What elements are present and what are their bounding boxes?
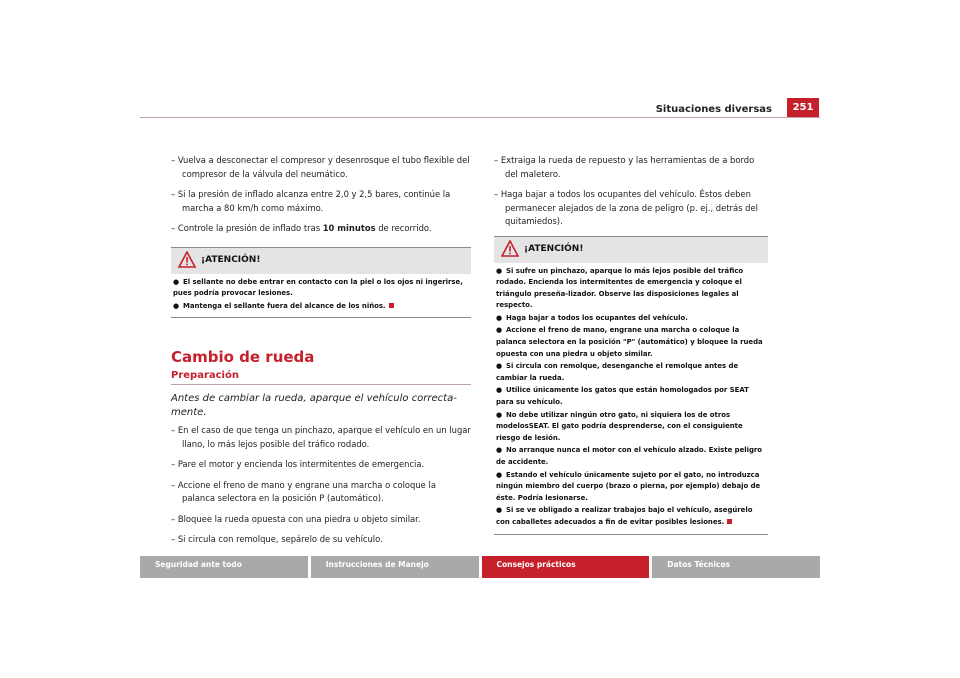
step: – En el caso de que tenga un pinchazo, aparque el vehículo en un lugar llano, lo más lejos posible del tráfico rodado. [171,425,471,449]
tab-consejos[interactable]: Consejos prácticos [482,556,650,578]
bullet-icon: ● [496,266,503,275]
header-divider [140,117,820,118]
step-text: de recorrido. [375,223,432,233]
section-title: Situaciones diversas [655,104,772,115]
warning-item: ● No debe utilizar ningún otro gato, ni siquiera los de otros modelosSEAT. El gato podría desprenderse, con el consiguiente riesgo de lesión. [496,410,743,442]
warning-box [171,247,471,319]
warning-triangle-icon [178,251,196,272]
bullet-icon: ● [173,277,180,286]
chapter-heading: Cambio de rueda [171,348,315,367]
warning-triangle-icon [501,240,519,261]
left-column [171,154,471,554]
warning-item: ● Utilice únicamente los gatos que están homologados por SEAT para su vehículo. [496,386,749,407]
bullet-icon: ● [173,301,180,310]
step: – Bloquee la rueda opuesta con una piedra u objeto similar. [171,513,421,524]
warning-header [171,248,471,274]
step: – Haga bajar a todos los ocupantes del vehículo. Éstos deben permanecer alejados de la zona de peligro (p. ej., detrás del quitamiedos). [494,189,758,226]
step: – Extraiga la rueda de repuesto y las herramientas de a bordo del maletero. [494,155,755,179]
tab-datos[interactable]: Datos Técnicos [652,556,820,578]
step: – Vuelva a desconectar el compresor y desenrosque el tubo flexible del compresor de la válvula del neumático. [171,155,470,179]
intro-text: Antes de cambiar la rueda, aparque el vehículo correcta-mente. [171,393,457,419]
warning-item: ● El sellante no debe entrar en contacto con la piel o los ojos ni ingerirse, pues podría provocar lesiones. [173,277,463,298]
step: – Accione el freno de mano y engrane una marcha o coloque la palanca selectora en la posición P (automático). [171,479,436,504]
warning-item: ● Mantenga el sellante fuera del alcance de los niños. [173,301,469,313]
warning-item: ● No arranque nunca el motor con el vehículo alzado. Existe peligro de accidente. [496,446,763,466]
bullet-icon: ● [496,362,503,371]
warning-body [171,274,471,318]
warning-item: ● Si se ve obligado a realizar trabajos bajo el vehículo, asegúrelo con caballetes adecuados a fin de evitar posibles lesiones. [496,506,753,526]
right-column [494,154,768,535]
bullet-icon: ● [496,313,503,322]
warning-title: ¡ATENCIÓN! [201,254,261,265]
bullet-icon: ● [496,410,503,419]
step-text: – Controle la presión de inflado tras [171,223,323,233]
bullet-icon: ● [496,506,503,515]
step-emphasis: 10 minutos [322,223,376,233]
step: – Si la presión de inflado alcanza entre 2,0 y 2,5 bares, continúe la marcha a 80 km/h como máximo. [171,189,451,213]
tab-instrucciones[interactable]: Instrucciones de Manejo [311,556,479,578]
bullet-icon: ● [496,470,503,479]
warning-body [494,263,768,534]
tab-seguridad[interactable]: Seguridad ante todo [140,556,308,578]
warning-item: ● Si sufre un pinchazo, aparque lo más lejos posible del tráfico rodado. Encienda los intermitentes de emergencia y coloque el triángulo preseña-lizador. Observe las disposiciones legales al respecto. [496,266,744,310]
end-of-section-icon [389,303,394,308]
warning-title: ¡ATENCIÓN! [524,243,584,254]
bullet-icon: ● [496,386,503,395]
warning-item: ● Si circula con remolque, desenganche el remolque antes de cambiar la rueda. [496,362,739,382]
step [171,222,471,236]
footer-nav [140,556,820,578]
warning-box [494,236,768,535]
warning-item: ● Haga bajar a todos los ocupantes del vehículo. [496,313,766,325]
page-number: 251 [787,98,819,118]
warning-item: ● Accione el freno de mano, engrane una marcha o coloque la palanca selectora en la posición "P" (automático) y bloquee la rueda opuesta con una piedra u objeto similar. [496,326,763,358]
step: – Pare el motor y encienda los intermitentes de emergencia. [171,459,425,470]
warning-item: ● Estando el vehículo únicamente sujeto por el gato, no introduzca ningún miembro del cuerpo (brazo o pierna, por ejemplo) debajo de éste. Podría lesionarse. [496,470,761,502]
step: – Si circula con remolque, sepárelo de su vehículo. [171,534,383,545]
bullet-icon: ● [496,446,503,455]
bullet-icon: ● [496,326,503,335]
warning-header [494,237,768,263]
end-of-section-icon [727,519,732,524]
subheading: Preparación [171,370,471,385]
